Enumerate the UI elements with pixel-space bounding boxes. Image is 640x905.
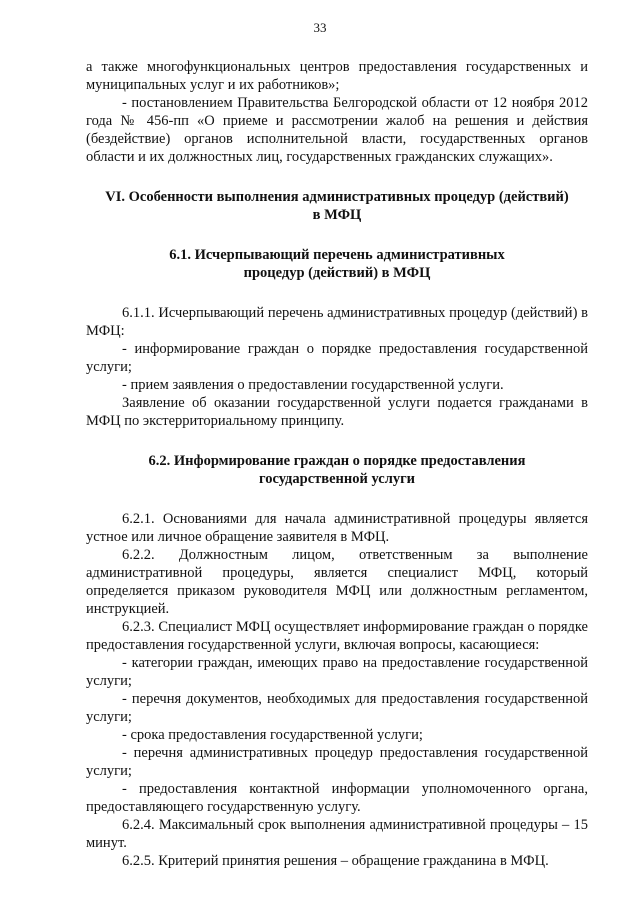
page-content [86,58,588,870]
subsection-heading [86,452,588,488]
heading-line: в МФЦ [312,207,362,223]
paragraph-text: 6.1.1. Исчерпывающий перечень административных процедур (действий) в МФЦ: [86,305,588,339]
list-item: - категории граждан, имеющих право на предоставление государственной услуги; [86,655,588,689]
list-item: - прием заявления о предоставлении государственной услуги. [122,377,504,393]
paragraph-text: - постановлением Правительства Белгородской области от 12 ноября 2012 года № 456-пп «О приеме и рассмотрении жалоб на решения и действия (бездействие) органов исполнительной власти, государственных органов области и их должностных лиц, государственных гражданских служащих». [86,95,588,165]
subsection-heading [86,246,588,282]
heading-line: VI. Особенности выполнения административных процедур (действий) [105,189,569,205]
heading-line: 6.2. Информирование граждан о порядке предоставления [148,453,526,469]
list-item: - информирование граждан о порядке предоставления государственной услуги; [86,341,588,375]
paragraph-text: 6.2.2. Должностным лицом, ответственным за выполнение административной процедуры, является специалист МФЦ, который определяется приказом руководителя МФЦ или должностным регламентом, инструкцией. [86,547,588,617]
list-item: - перечня административных процедур предоставления государственной услуги; [86,745,588,779]
heading-line: государственной услуги [258,471,416,487]
list-item: - предоставления контактной информации уполномоченного органа, предоставляющего государственную услугу. [86,781,588,815]
paragraph-text: Заявление об оказании государственной услуги подается гражданами в МФЦ по экстерриториальному принципу. [86,395,588,429]
paragraph-text: 6.2.1. Основаниями для начала административной процедуры является устное или личное обращение заявителя в МФЦ. [86,511,588,545]
heading-line: 6.1. Исчерпывающий перечень административных [169,247,505,263]
page-number: 33 [313,20,327,35]
paragraph-text: 6.2.3. Специалист МФЦ осуществляет информирование граждан о порядке предоставления государственной услуги, включая вопросы, касающиеся: [86,619,588,653]
heading-line: процедур (действий) в МФЦ [243,265,431,281]
list-item: - перечня документов, необходимых для предоставления государственной услуги; [86,691,588,725]
paragraph-text: 6.2.5. Критерий принятия решения – обращение гражданина в МФЦ. [122,853,549,869]
list-item: - срока предоставления государственной услуги; [122,727,423,743]
paragraph-text: а также многофункциональных центров предоставления государственных и муниципальных услуг и их работников»; [86,59,588,93]
paragraph-text: 6.2.4. Максимальный срок выполнения административной процедуры – 15 минут. [86,817,588,851]
section-heading [86,188,588,224]
